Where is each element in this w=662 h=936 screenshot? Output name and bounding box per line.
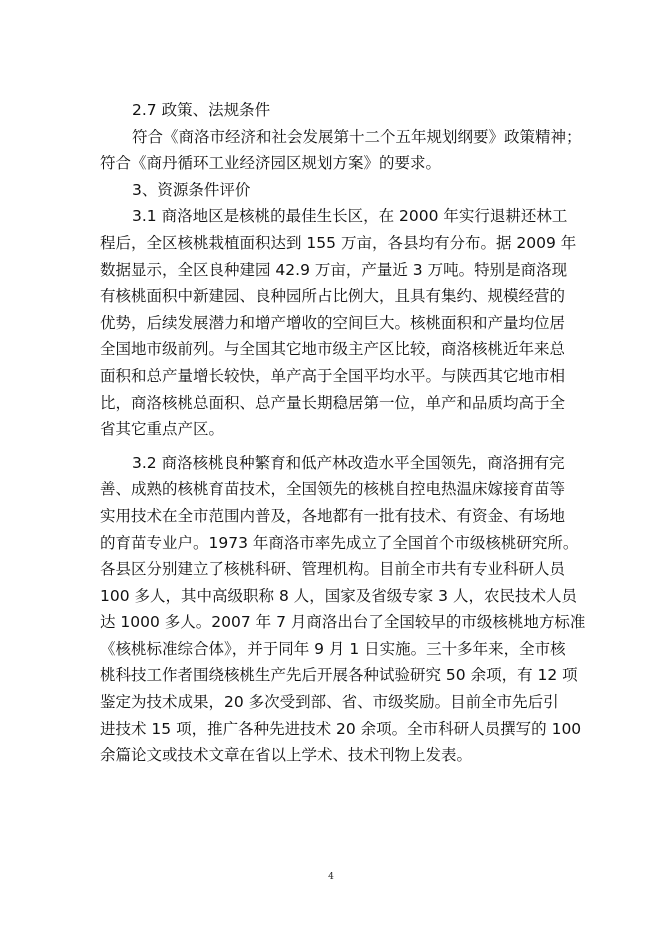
text-line: 100 多人，其中高级职称 8 人，国家及省级专家 3 人，农民技术人员 [100, 586, 577, 605]
text-line: 余篇论文或技术文章在省以上学术、技术刊物上发表。 [100, 746, 473, 765]
text-line: 3.1 商洛地区是核桃的最佳生长区，在 2000 年实行退耕还林工 [132, 207, 568, 226]
text-line: 3.2 商洛核桃良种繁育和低产林改造水平全国领先，商洛拥有完 [132, 453, 565, 472]
page-number: 4 [328, 872, 334, 882]
text-line: 善、成熟的核桃育苗技术，全国领先的核桃自控电热温床嫁接育苗等 [100, 480, 566, 499]
text-line: 符合《商丹循环工业经济园区规划方案》的要求。 [100, 154, 442, 173]
text-line: 符合《商洛市经济和社会发展第十二个五年规划纲要》政策精神； [132, 127, 582, 146]
text-line: 的育苗专业户。1973 年商洛市率先成立了全国首个市级核桃研究所。 [100, 533, 579, 552]
text-line: 桃科技工作者围绕核桃生产先后开展各种试验研究 50 余项，有 12 项 [100, 666, 578, 685]
text-line: 各县区分别建立了核桃科研、管理机构。目前全市共有专业科研人员 [100, 560, 566, 579]
section-heading-3: 3、资源条件评价 [132, 180, 251, 199]
text-line: 有核桃面积中新建园、良种园所占比例大，且具有集约、规模经营的 [100, 287, 566, 306]
text-line: 全国地市级前列。与全国其它地市级主产区比较，商洛核桃近年来总 [100, 340, 566, 359]
text-line: 《核桃标准综合体》，并于同年 9 月 1 日实施。三十多年来，全市核 [100, 639, 566, 658]
section-heading-2-7: 2.7 政策、法规条件 [132, 101, 271, 119]
paragraph-gap [100, 443, 600, 450]
text-line: 面积和总产量增长较快，单产高于全国平均水平。与陕西其它地市相 [100, 366, 566, 385]
text-line: 程后，全区核桃栽植面积达到 155 万亩，各县均有分布。据 2009 年 [100, 233, 577, 252]
text-line: 达 1000 多人。2007 年 7 月商洛出台了全国较早的市级核桃地方标准 [100, 613, 586, 632]
text-line: 省其它重点产区。 [100, 420, 225, 439]
text-line: 进技术 15 项，推广各种先进技术 20 余项。全市科研人员撰写的 100 [100, 719, 582, 738]
document-body [100, 97, 600, 769]
text-line: 数据显示，全区良种建园 42.9 万亩，产量近 3 万吨。特别是商洛现 [100, 260, 568, 279]
text-line: 比，商洛核桃总面积、总产量长期稳居第一位，单产和品质均高于全 [100, 393, 566, 412]
text-line: 优势，后续发展潜力和增产增收的空间巨大。核桃面积和产量均位居 [100, 313, 566, 332]
text-line: 实用技术在全市范围内普及，各地都有一批有技术、有资金、有场地 [100, 506, 566, 525]
text-line: 鉴定为技术成果，20 多次受到部、省、市级奖励。目前全市先后引 [100, 693, 559, 712]
